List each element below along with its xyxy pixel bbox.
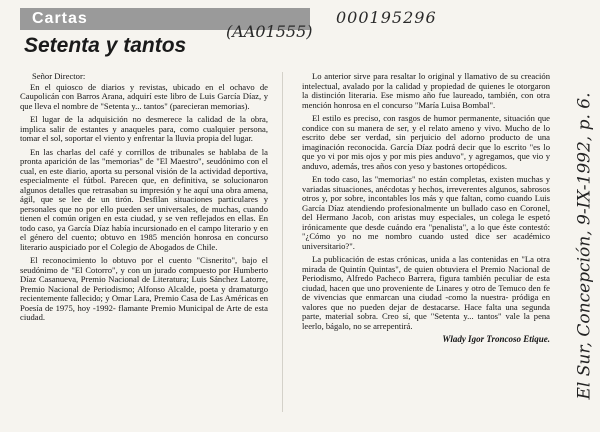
letter-greeting: Señor Director: [32, 71, 86, 81]
handwritten-code: (AA01555) [226, 22, 313, 41]
letter-signature: Wlady Igor Troncoso Etique. [442, 334, 550, 344]
handwritten-source-text: El Sur, Concepción, 9-IX-1992, p. 6. [574, 92, 595, 400]
letter-paragraph: El lugar de la adquisición no desmerece la calidad de la obra, implica salir de estantes y anaqueles para, como cualquier persona, tomar el sol, soportar el viento y enfrentar la lluvia propia del lugar. [20, 114, 268, 143]
letter-column-left [20, 72, 268, 327]
letter-paragraph: En las charlas del café y corrillos de tribunales se hablaba de la pronta aparición de las "memorias" de "El Maestro", seudónimo con el cual, en este diario, aporta su personal visión de la actividad deportiva, especialmente el fútbol. Parecen que, en definitiva, se solucionaron algunos detalles que retrasaban su impresión y he aquí una obra amena, ágil, que se lee de un tirón. Desfilan situaciones particulares y personales que no por ello pueden ser universales, de muchas, cuando tienen el común origen en esta ciudad, y se ven reflejados en ellas. En todo caso, ya García Díaz había incursionado en el campo literario y en el género del cuento; obtuvo en 1985 mención honrosa en concurso literario auspiciado por el Colegio de Abogados de Chile. [20, 146, 268, 252]
letter-paragraph: En el quiosco de diarios y revistas, ubicado en el ochavo de Caupolicán con Barros Arana, adquirí este libro de Luis García Díaz, y que lleva el nombre de "Setenta y... tantos" (parecieran memorias). [20, 81, 268, 111]
handwritten-id-number: 000195296 [336, 8, 437, 27]
letter-paragraph: Lo anterior sirve para resaltar lo original y llamativo de su creación intelectual, avalado por la calidad y propiedad de quienes le otorgaron la distinción literaria. Ese mismo año fue laureado, también, con otra mención honrosa en el concurso "María Luisa Bombal". [302, 71, 550, 110]
headline: Setenta y tantos [24, 34, 187, 57]
letter-column-right [302, 72, 550, 349]
handwritten-source-note [568, 60, 600, 432]
letter-paragraph: El estilo es preciso, con rasgos de humor permanente, situación que condice con su manera de ser, y el relato ameno y vivo. Mucho de lo escrito debe ser verdad, sin perjuicio del adorno producto de una imaginación reconocida. García Díaz podrá decir que lo escrito "es lo que yo vi por mis ojos y por mis pies anduvo", y agregamos, que vio y anduvo, además, tres años con yeso y bastones ortopédicos. [302, 113, 550, 171]
section-label: Cartas [32, 10, 88, 27]
letter-paragraph: El reconocimiento lo obtuvo por el cuento "Cisnerito", bajo el seudónimo de "El Cotorro", y con un jurado compuesto por Humberto Díaz Casanueva, Premio Nacional de Literatura; Luis Sánchez Latorre, Premio Nacional de Periodismo; Alfonso Alcalde, poeta y dramaturgo recientemente fallecido; y Omar Lara, Premio Casa de Las Américas en Poesía de 1975, hoy -1992- flamante Premio Municipal de Arte de esta ciudad. [20, 255, 268, 322]
letter-paragraph: La publicación de estas crónicas, unida a las contenidas en "La otra mirada de Quintín Quintas", de quien obtuviera el Premio Nacional de Periodismo, Alfredo Pacheco Barrera, figura también peculiar de esta ciudad, hacen que uno proveniente de Linares y otro de Temuco den fe de vivencias que enmarcan una ciudad -como la nuestra- pródiga en valores que no pueden dejar de destacarse. Hace falta una segunda parte, material sobra. Creo sí, que "Setenta y... tantos" vale la pena leerlo, bágalo, no se arrepentirá. [302, 254, 550, 331]
column-divider [282, 72, 283, 412]
letter-paragraph: En todo caso, las "memorias" no están completas, existen muchas y variadas situaciones, anécdotas y hechos, irreverentes algunos, sabrosos otros y, por sobre, incontables los más y que faltan, como cuando Luis García Díaz atendiendo profesionalmente un bullado caso en Coronel, del Hermano Jacob, con aristas muy especiales, un colega le espetó irónicamente que desde cuándo era "penalista", a lo que éste contestó: "¿Cómo yo no me nombro cuando usted dice ser académico universitario?". [302, 174, 550, 251]
